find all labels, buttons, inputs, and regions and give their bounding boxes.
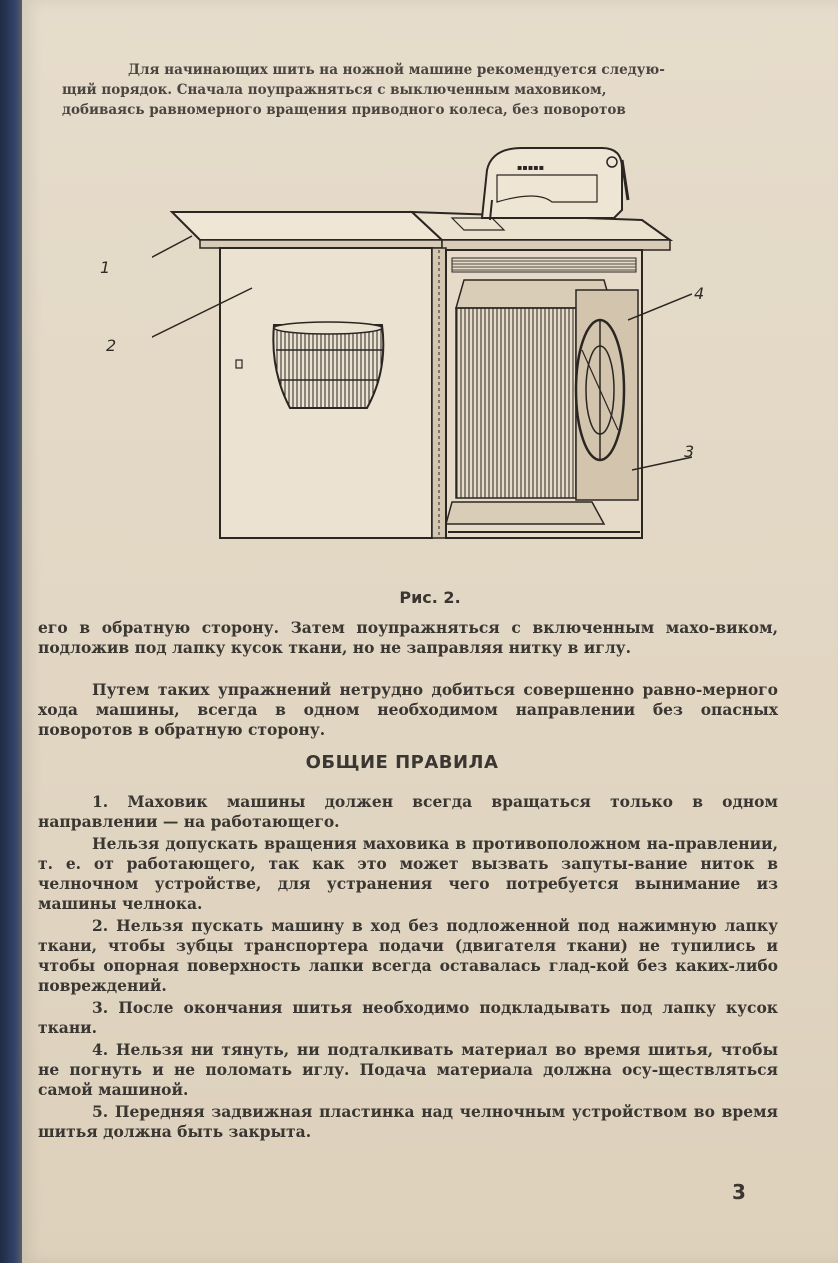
section-heading: ОБЩИЕ ПРАВИЛА <box>305 752 499 773</box>
intro-line-1: Для начинающих шить на ножной машине рекомендуется следую- <box>128 62 665 78</box>
rule-1: 1. Маховик машины должен всегда вращаться только в одном направлении — на работающего. <box>38 792 778 831</box>
intro-line-3: добиваясь равномерного вращения приводного колеса, без поворотов <box>62 102 626 118</box>
page-number: 3 <box>732 1180 746 1204</box>
intro-line-2: щий порядок. Сначала поупражняться с выключенным маховиком, <box>62 82 607 98</box>
callout-1: 1 <box>100 258 111 277</box>
svg-text:▪▪▪▪▪: ▪▪▪▪▪ <box>517 163 545 172</box>
book-binding <box>0 0 22 1263</box>
rule-4: 4. Нельзя ни тянуть, ни подталкивать материал во время шитья, чтобы не погнуть и не поломать иглу. Подача материала должна осу-ществляться самой машиной. <box>38 1040 778 1099</box>
paragraph-exercises: Путем таких упражнений нетрудно добиться совершенно равно-мерного хода машины, всегда в одном необходимом направлении без опасных поворотов в обратную сторону. <box>38 680 778 739</box>
intro-paragraph <box>62 60 762 120</box>
rule-3: 3. После окончания шитья необходимо подкладывать под лапку кусок ткани. <box>38 998 778 1037</box>
callout-2: 2 <box>106 336 117 355</box>
rule-5: 5. Передняя задвижная пластинка над челночным устройством во время шитья должна быть закрыта. <box>38 1102 778 1141</box>
rule-2: 2. Нельзя пускать машину в ход без подложенной под нажимную лапку ткани, чтобы зубцы транспортера подачи (двигателя ткани) не тупились и чтобы опорная поверхность лапки всегда оставалась глад-кой без каких-либо повреждений. <box>38 916 778 995</box>
callout-3: 3 <box>684 442 695 461</box>
rule-1-detail: Нельзя допускать вращения маховика в противоположном на-правлении, т. е. от работающего, так как это может вызвать запуты-вание ниток в челночном устройстве, для устранения чего потребуется вынимание из машины челнока. <box>38 834 778 913</box>
sewing-cabinet-illustration <box>152 140 695 560</box>
document-page <box>22 0 838 1263</box>
paragraph-continuation: его в обратную сторону. Затем поупражняться с включенным махо-виком, подложив под лапку кусок ткани, но не заправляя нитку в иглу. <box>38 618 778 657</box>
figure-caption: Рис. 2. <box>399 588 461 607</box>
callout-4: 4 <box>694 284 705 303</box>
